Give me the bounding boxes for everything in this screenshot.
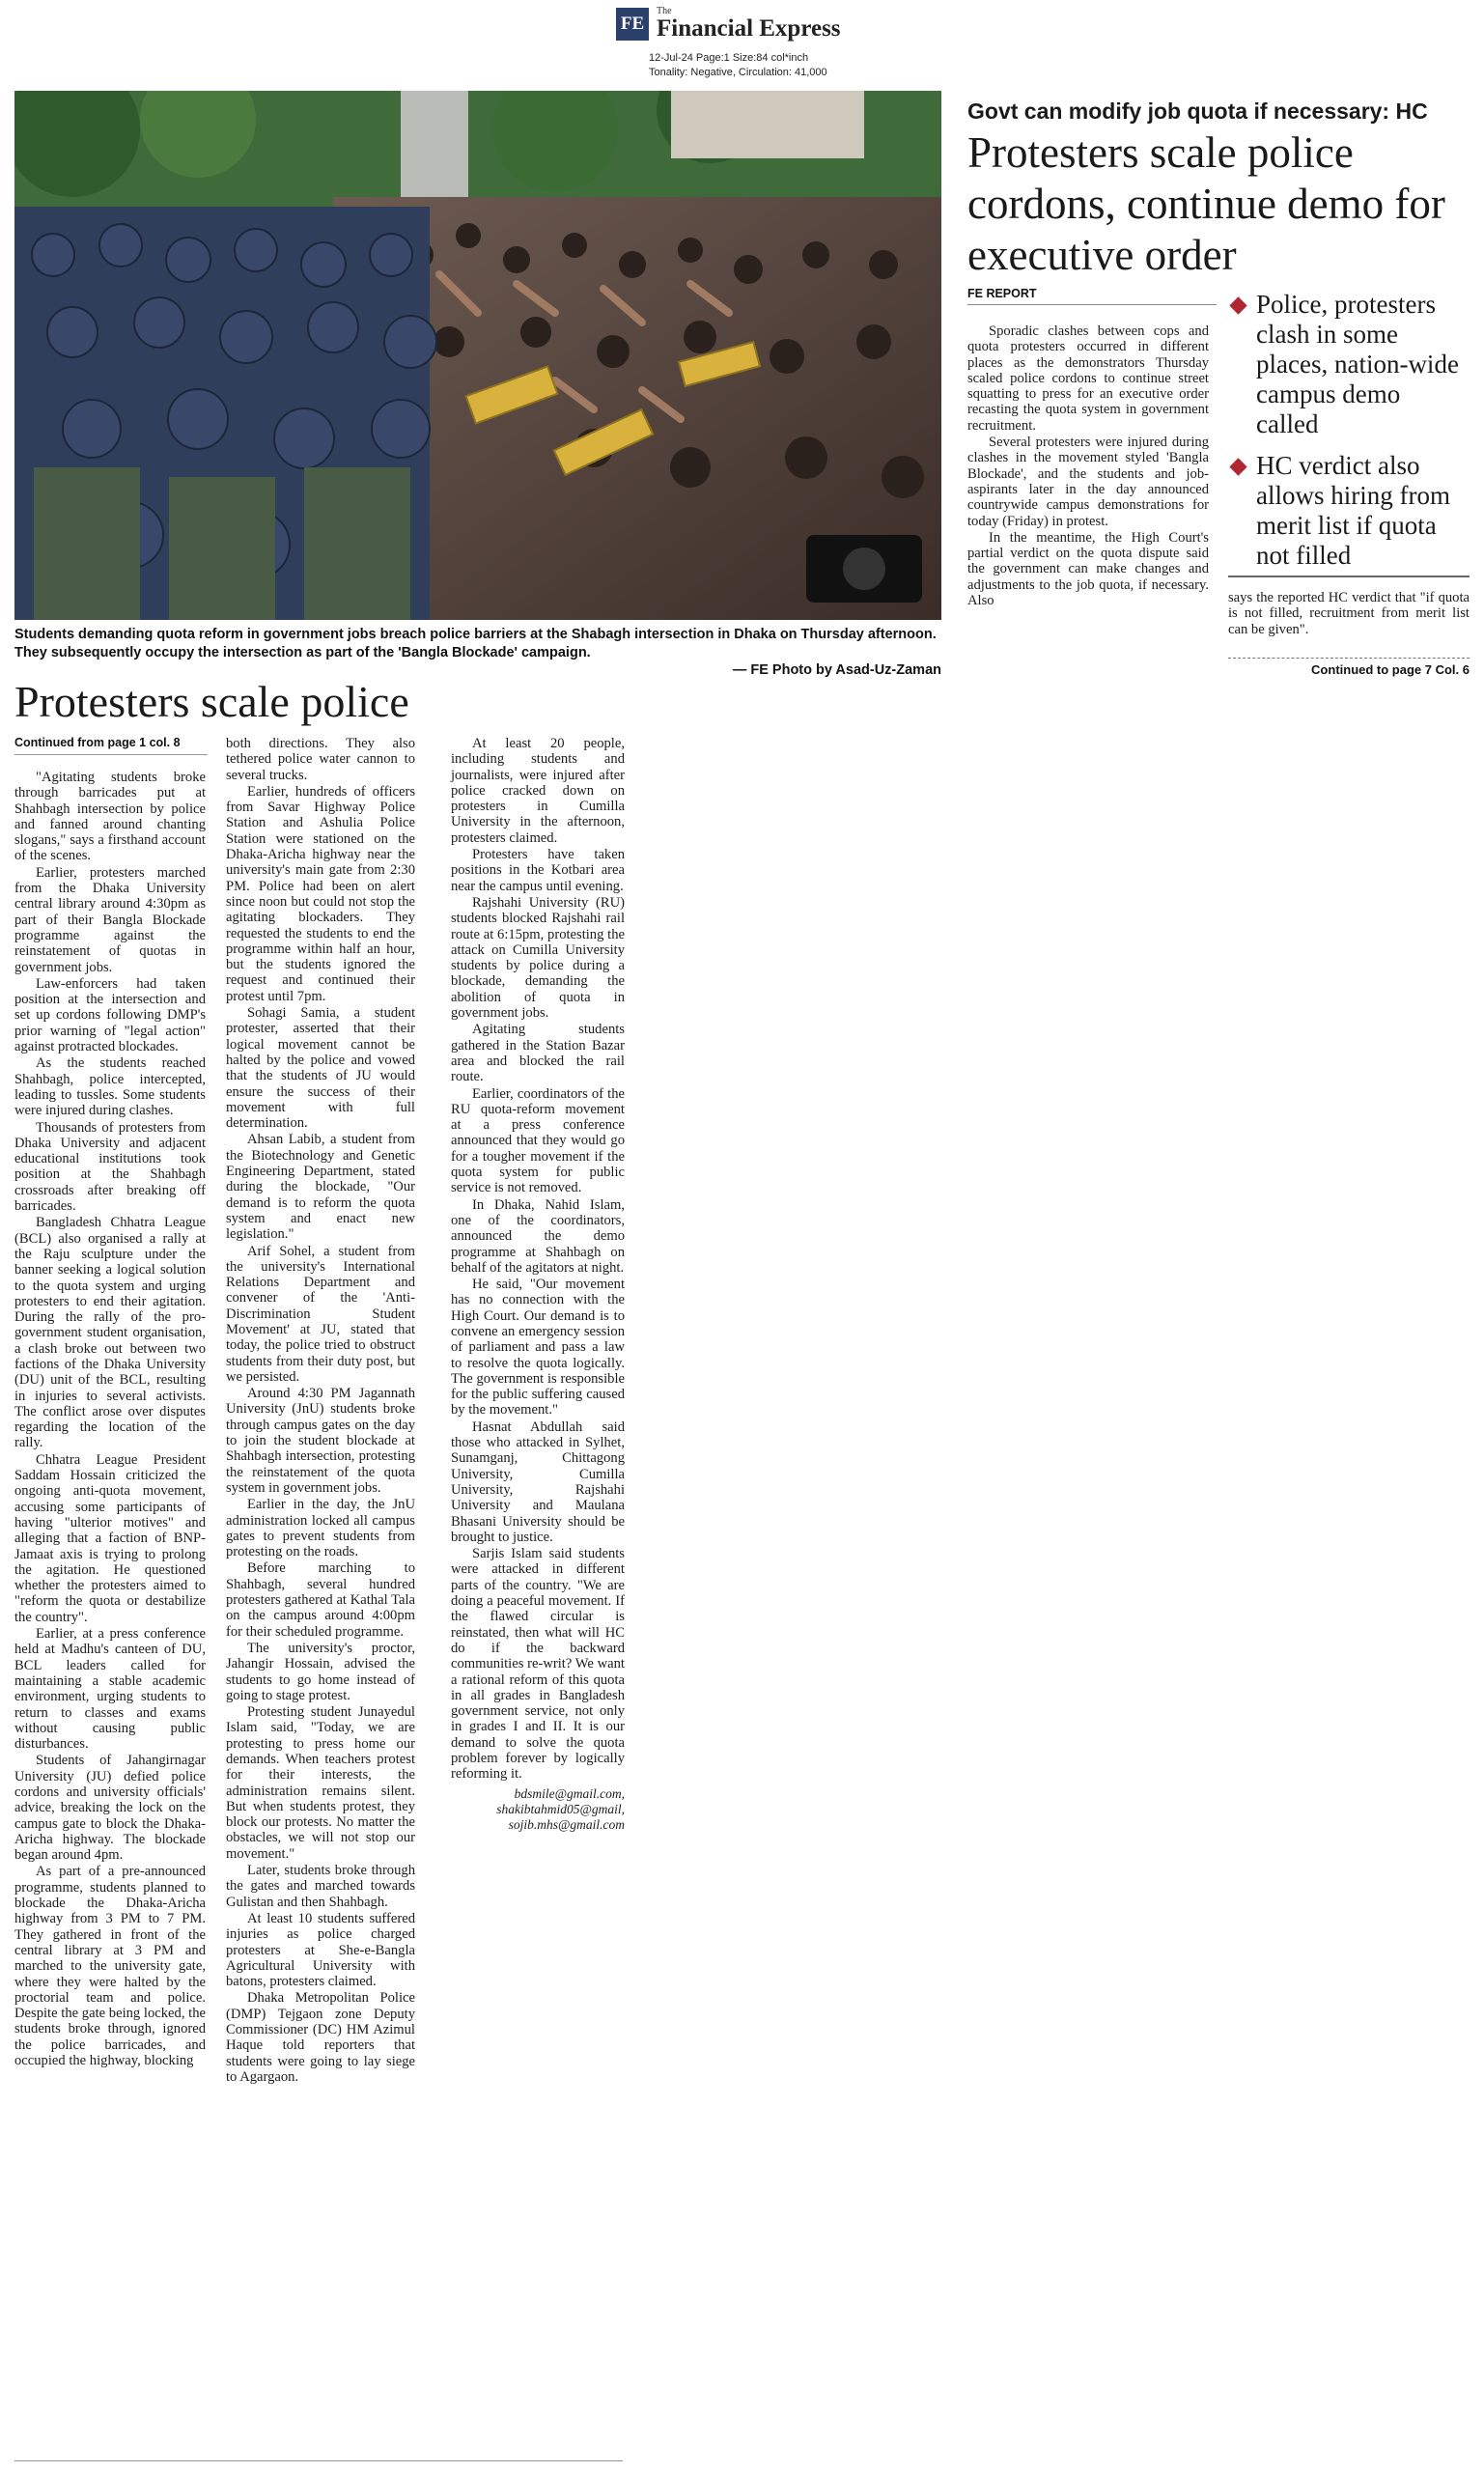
highlight-text: Police, protesters clash in some places, nation-wide campus demo called [1256,290,1459,438]
story-paragraph: At least 20 people, including students and journalists, were injured after police cracked down on protesters in Cumilla University in the afternoon, protesters claimed. [451,736,625,846]
story-paragraph: Agitating students gathered in the Station Bazar area and blocked the rail route. [451,1022,625,1085]
story-continuation [1228,590,1470,638]
story-paragraph: Sporadic clashes between cops and quota protesters occurred in different places as the demonstrators Thursday scaled police cordons to continue street squatting to press for an executive order recasting the quota system in government recruitment. [967,323,1209,434]
story-paragraph: Sarjis Islam said students were attacked in different parts of the country. "We are doing a peaceful movement. If the flawed circular is reinstated, then what will HC do if the backward communities re-writ? We want a rational reform of this quota in all grades in Bangladesh government service, not only in grades I and II. It is our demand to solve the quota problem forever by logically reforming it. [451,1546,625,1783]
story-paragraph: Earlier, at a press conference held at Madhu's canteen of DU, BCL leaders called for maintaining a stable academic environment, urging students to return to classes and exams without causing public disturbances. [14,1626,206,1753]
story-paragraph: Later, students broke through the gates and marched towards Gulistan and then Shahbagh. [226,1863,415,1910]
story-paragraph: The university's proctor, Jahangir Hossain, advised the students to go home instead of going to stage protest. [226,1640,415,1703]
story-paragraph: As the students reached Shahbagh, police intercepted, leading to tussles. Some students were injured during clashes. [14,1055,206,1119]
news-photo [14,91,941,620]
story-paragraph: Protesters have taken positions in the Kotbari area near the campus until evening. [451,847,625,894]
fe-logo: FE [616,8,649,41]
story-paragraph: Arif Sohel, a student from the university's International Relations Department and convener of the 'Anti-Discrimination Student Movement' at JU, stated that today, the police tried to obstruct students from their duty post, but we persisted. [226,1243,415,1385]
clipping-date-size: 12-Jul-24 Page:1 Size:84 col*inch [649,52,809,64]
story-paragraph: Hasnat Abdullah said those who attacked in Sylhet, Sunamganj, Chittagong University, Cumilla University, Rajshahi University and Maulana Bhasani University should be brought to justice. [451,1419,625,1545]
jump-column-3 [451,736,625,1833]
story-body [967,323,1209,609]
story-paragraph: Earlier, protesters marched from the Dhaka University central library around 4:30pm as part of their Bangla Blockade programme against the reinstatement of quotas in government jobs. [14,864,206,975]
diamond-bullet-icon [1229,458,1246,475]
story-highlights [1226,290,1468,582]
highlight-item [1226,451,1468,571]
masthead [616,6,867,83]
story-paragraph: Earlier, coordinators of the RU quota-reform movement at a press conference announced that they would go for a tougher movement if the quota system for public service is not removed. [451,1085,625,1196]
story-paragraph: He said, "Our movement has no connection with the High Court. Our demand is to convene an emergency session of parliament and pass a law to resolve the quota logically. The government is responsible for the public suffering caused by the movement." [451,1277,625,1419]
story-byline: FE REPORT [967,287,1037,300]
continued-from-label: Continued from page 1 col. 8 [14,736,181,749]
highlight-text: HC verdict also allows hiring from merit list if quota not filled [1256,451,1450,570]
story-paragraph: Earlier, hundreds of officers from Savar Highway Police Station and Ashulia Police Station were stationed on the Dhaka-Aricha highway near the university's main gate from 2:30 PM. Police had been on alert since noon but could not stop the agitating blockaders. They requested the students to end the programme within half an hour, but the students ignored the request and continued their protest until 7pm. [226,783,415,1004]
story-paragraph: both directions. They also tethered police water cannon to several trucks. [226,736,415,783]
jump-column-1 [14,770,206,2069]
story-paragraph: Dhaka Metropolitan Police (DMP) Tejgaon zone Deputy Commissioner (DC) HM Azimul Haque told reporters that students were going to lay siege to Agargaon. [226,1990,415,2085]
story-paragraph: Around 4:30 PM Jagannath University (JnU) students broke through campus gates on the day to join the student blockade at Shahbagh intersection, protesting the reinstatement of the quota system in government jobs. [226,1386,415,1496]
protest-photo-illustration [14,91,941,620]
continuation-divider [1228,658,1470,659]
highlights-divider [1228,576,1470,577]
continuation-text: says the reported HC verdict that "if quota is not filled, recruitment from merit list can be given". [1228,590,1470,637]
story-headline: Protesters scale police cordons, continue demo for executive order [967,128,1445,279]
story-paragraph: Bangladesh Chhatra League (BCL) also organised a rally at the Raju sculpture under the banner seeking a logical solution to the quota system and urging protesters to end their agitation. During the rally of the pro-government student organisation, a clash broke out between two factions of the Dhaka University (DU) unit of the BCL, resulting in injuries to several activists. The conflict arose over disputes regarding the location of the rally. [14,1215,206,1451]
story-paragraph: Rajshahi University (RU) students blocked Rajshahi rail route at 6:15pm, protesting the attack on Cumilla University students by police during a blockade, demanding the abolition of quota in government jobs. [451,894,625,1022]
jump-headline: Protesters scale police [14,677,409,726]
diamond-bullet-icon [1229,296,1246,314]
bottom-divider [14,2460,623,2461]
story-paragraph: As part of a pre-announced programme, students planned to blockade the Dhaka-Aricha highway from 3 PM to 7 PM. They gathered in front of the central library at 3 PM and marched to the university gate, where they were halted by the proctorial team and police. Despite the gate being locked, the students broke through, ignored the police barricades, and occupied the highway, blocking [14,1864,206,2069]
story-paragraph: Before marching to Shahbagh, several hundred protesters gathered at Kathal Tala on the campus around 4:00pm for their scheduled programme. [226,1560,415,1640]
story-paragraph: Thousands of protesters from Dhaka University and adjacent educational institutions took position at the Shahbagh crossroads after breaking off barricades. [14,1119,206,1215]
photo-caption: Students demanding quota reform in government jobs breach police barriers at the Shabagh intersection in Dhaka on Thursday afternoon. They subsequently occupy the intersection as part of the 'Bangla Blockade' campaign. [14,627,937,660]
story-paragraph: Chhatra League President Saddam Hossain criticized the ongoing anti-quota movement, accusing some participants of having "ulterior motives" and alleging that a faction of BNP-Jamaat axis is trying to prolong the agitation. He questioned whether the protesters aimed to "reform the quota or destabilize the country". [14,1451,206,1625]
story-paragraph: Protesting student Junayedul Islam said, "Today, we are protesting to press home our demands. When teachers protest for their interests, the administration remains silent. But when students protest, they block our protests. No matter the obstacles, we will not stop our movement." [226,1704,415,1862]
story-paragraph: In Dhaka, Nahid Islam, one of the coordinators, announced the demo programme at Shahbagh on behalf of the agitators at night. [451,1196,625,1276]
story-paragraph: Sohagi Samia, a student protester, asserted that their logical movement cannot be halted by the police and vowed that the students of JU would ensure the success of their movement with full determination. [226,1005,415,1132]
clipping-tonality: Tonality: Negative, Circulation: 41,000 [649,67,827,78]
story-paragraph: "Agitating students broke through barricades put at Shahbagh intersection by police and fanned around chanting slogans," says a firsthand account of the scenes. [14,770,206,864]
continued-from-divider [14,754,208,755]
highlight-item [1226,290,1468,439]
photo-credit: — FE Photo by Asad-Uz-Zaman [732,662,941,678]
reporter-emails: bdsmile@gmail.com, shakibtahmid05@gmail, sojib.mhs@gmail.com [496,1785,625,1832]
story-paragraph: At least 10 students suffered injuries as police charged protesters at She-e-Bangla Agricultural University with batons, protesters claimed. [226,1910,415,1990]
byline-divider [967,304,1217,305]
publication-article: The [657,6,672,16]
story-paragraph: In the meantime, the High Court's partial verdict on the quota dispute said the government can make changes and adjustments to the job quota, if necessary. Also [967,529,1209,609]
continued-to-label: Continued to page 7 Col. 6 [1311,662,1470,677]
story-paragraph: Students of Jahangirnagar University (JU) defied police cordons and university officials' advice, breaking the lock on the campus gate to block the Dhaka-Aricha highway. The blockade began around 4pm. [14,1753,206,1864]
story-paragraph: Law-enforcers had taken position at the intersection and set up cordons following DMP's prior warning of "legal action" against protracted blockades. [14,975,206,1055]
story-paragraph: Ahsan Labib, a student from the Biotechnology and Genetic Engineering Department, stated during the blockade, "Our demand is to reform the quota system and enact new legislation." [226,1132,415,1243]
story-paragraph: Earlier in the day, the JnU administration locked all campus gates to prevent students from protesting on the roads. [226,1497,415,1560]
story-paragraph: Several protesters were injured during clashes in the movement styled 'Bangla Blockade', and the students and job-aspirants later in the day announced countrywide campus demonstrations for today (Friday) in protest. [967,435,1209,529]
jump-column-2 [226,736,415,2086]
publication-name: Financial Express [657,15,841,42]
story-kicker: Govt can modify job quota if necessary: HC [967,98,1428,124]
